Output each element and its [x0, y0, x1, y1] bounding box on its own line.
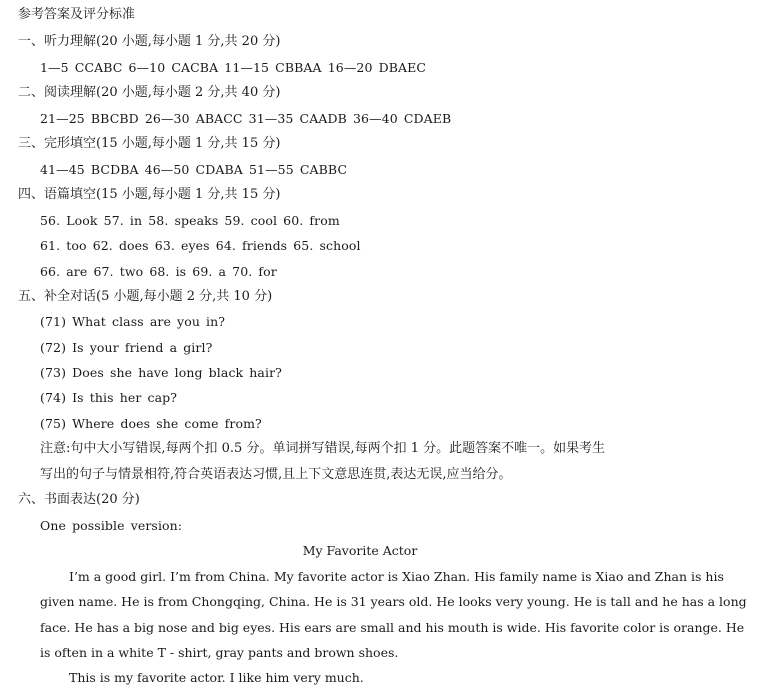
section-passage-fill-heading: 四、语篇填空(15 小题,每小题 1 分,共 15 分): [18, 187, 281, 202]
cloze-answers: 41—45 BCDBA 46—50 CDABA 51—55 CABBC: [40, 162, 348, 177]
section-cloze-heading: 三、完形填空(15 小题,每小题 1 分,共 15 分): [18, 136, 281, 151]
essay-line-2: given name. He is from Chongqing, China. He is 31 years old. He looks very young. He is tall and he has a long: [40, 594, 747, 609]
essay-line-5: This is my favorite actor. I like him very much.: [69, 670, 364, 685]
section-reading-heading: 二、阅读理解(20 小题,每小题 2 分,共 40 分): [18, 85, 281, 100]
essay-line-3: face. He has a big nose and big eyes. His ears are small and his mouth is wide. His favorite color is orange. He: [40, 620, 745, 635]
dialogue-answer-72: (72) Is your friend a girl?: [40, 340, 213, 355]
listening-answers: 1—5 CCABC 6—10 CACBA 11—15 CBBAA 16—20 DBAEC: [40, 60, 427, 75]
essay-line-1: I’m a good girl. I’m from China. My favorite actor is Xiao Zhan. His family name is Xiao and Zhan is his: [69, 569, 724, 584]
passage-fill-answers-1: 56. Look 57. in 58. speaks 59. cool 60. from: [40, 213, 340, 228]
grading-note-line-2: 写出的句子与情景相符,符合英语表达习惯,且上下文意思连贯,表达无误,应当给分。: [40, 467, 512, 482]
section-dialogue-heading: 五、补全对话(5 小题,每小题 2 分,共 10 分): [18, 289, 273, 304]
dialogue-answer-71: (71) What class are you in?: [40, 314, 226, 329]
passage-fill-answers-2: 61. too 62. does 63. eyes 64. friends 65. school: [40, 238, 361, 253]
dialogue-answer-75: (75) Where does she come from?: [40, 416, 262, 431]
section-listening-heading: 一、听力理解(20 小题,每小题 1 分,共 20 分): [18, 34, 281, 49]
reading-answers: 21—25 BBCBD 26—30 ABACC 31—35 CAADB 36—40 CDAEB: [40, 111, 452, 126]
essay-title: My Favorite Actor: [302, 543, 418, 558]
passage-fill-answers-3: 66. are 67. two 68. is 69. a 70. for: [40, 264, 277, 279]
dialogue-answer-73: (73) Does she have long black hair?: [40, 365, 282, 380]
dialogue-answer-74: (74) Is this her cap?: [40, 390, 178, 405]
essay-line-4: is often in a white T - shirt, gray pants and brown shoes.: [40, 645, 399, 660]
page-title: 参考答案及评分标准: [18, 7, 136, 22]
sample-version-label: One possible version:: [40, 518, 183, 533]
grading-note-line-1: 注意:句中大小写错误,每两个扣 0.5 分。单词拼写错误,每两个扣 1 分。此题答案不唯一。如果考生: [40, 441, 606, 456]
section-writing-heading: 六、书面表达(20 分): [18, 492, 140, 507]
